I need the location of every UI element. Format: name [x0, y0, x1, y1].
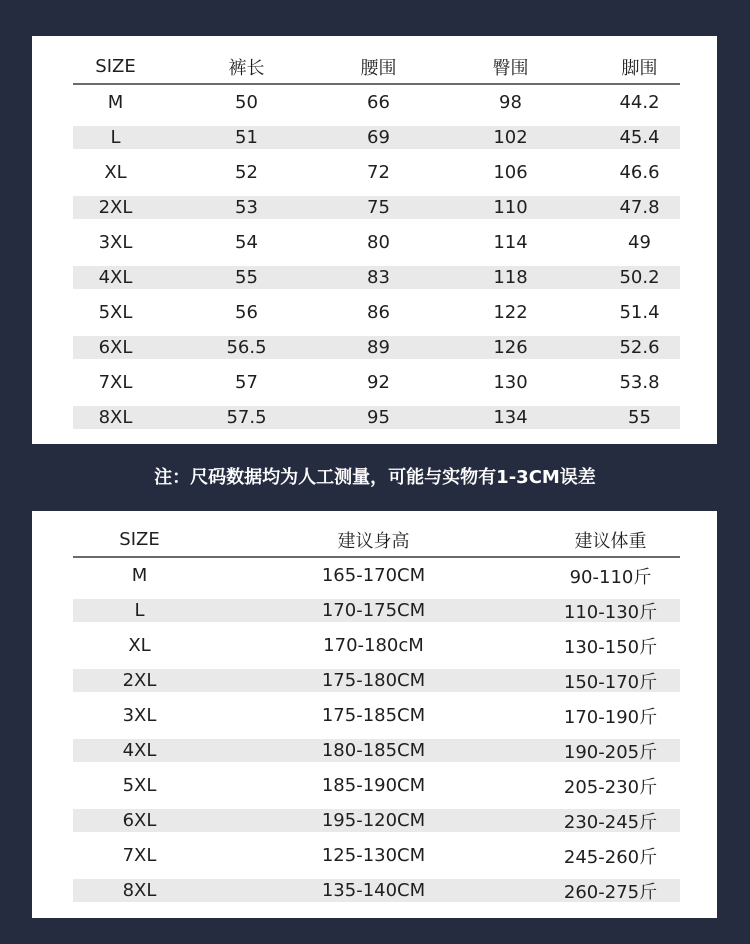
table-row: [73, 330, 680, 365]
table-cell: 106: [493, 162, 528, 183]
table-cell: 83: [335, 260, 422, 295]
table-row: [73, 593, 680, 628]
table-cell: 170-190斤: [563, 706, 658, 728]
table-cell: M: [107, 92, 124, 113]
table-row: [73, 768, 680, 803]
header-waist: 腰围: [335, 50, 422, 84]
table-cell: 52: [235, 162, 258, 183]
table-cell: 114: [493, 232, 528, 253]
table-cell: 50: [235, 92, 258, 113]
table-cell: 126: [422, 330, 599, 365]
table-cell: 54: [235, 232, 258, 253]
table-row: [73, 663, 680, 698]
recommendation-panel: [32, 511, 717, 918]
table-cell: 72: [367, 162, 390, 183]
table-row: [73, 295, 680, 330]
table-cell: 46.6: [619, 162, 660, 183]
table-cell: 185-190CM: [321, 775, 426, 796]
table-header-row: [73, 50, 680, 84]
measurement-panel: [32, 36, 717, 444]
table-cell: 175-180CM: [206, 663, 541, 698]
table-cell: 7XL: [122, 845, 157, 866]
table-cell: 175-185CM: [321, 705, 426, 726]
table-cell: 110-130斤: [541, 593, 680, 628]
table-cell: 2XL: [73, 190, 158, 225]
table-row: [73, 190, 680, 225]
table-cell: 51: [158, 120, 335, 155]
table-cell: 205-230斤: [563, 776, 658, 798]
table-cell: 6XL: [73, 330, 158, 365]
table-cell: 134: [422, 400, 599, 435]
header-leg-opening: 脚围: [599, 50, 680, 84]
table-cell: 135-140CM: [206, 873, 541, 908]
table-row: [73, 733, 680, 768]
table-cell: 92: [367, 372, 390, 393]
table-cell: XL: [128, 635, 151, 656]
table-row: [73, 400, 680, 435]
table-cell: 8XL: [73, 873, 206, 908]
table-cell: 86: [367, 302, 390, 323]
table-cell: 56: [235, 302, 258, 323]
table-cell: 2XL: [73, 663, 206, 698]
table-cell: 170-180cM: [323, 635, 424, 656]
table-cell: 195-120CM: [206, 803, 541, 838]
table-cell: 47.8: [599, 190, 680, 225]
table-cell: 50.2: [599, 260, 680, 295]
table-cell: 150-170斤: [541, 663, 680, 698]
table-cell: 6XL: [73, 803, 206, 838]
header-size: SIZE: [73, 50, 158, 84]
table-cell: 98: [499, 92, 522, 113]
table-cell: 180-185CM: [206, 733, 541, 768]
table-cell: 89: [335, 330, 422, 365]
table-cell: 95: [335, 400, 422, 435]
table-cell: 230-245斤: [541, 803, 680, 838]
table-cell: XL: [104, 162, 127, 183]
table-cell: 49: [628, 232, 651, 253]
table-cell: 75: [335, 190, 422, 225]
table-cell: 165-170CM: [321, 565, 426, 586]
table-cell: 45.4: [599, 120, 680, 155]
table-cell: 55: [599, 400, 680, 435]
table-cell: 102: [422, 120, 599, 155]
table-cell: 3XL: [98, 232, 133, 253]
header-suggested-height: 建议身高: [206, 523, 541, 557]
table-cell: 125-130CM: [321, 845, 426, 866]
table-row: [73, 365, 680, 400]
table-row: [73, 84, 680, 120]
table-row: [73, 873, 680, 908]
table-cell: 51.4: [619, 302, 660, 323]
table-cell: 5XL: [122, 775, 157, 796]
table-cell: 190-205斤: [541, 733, 680, 768]
header-size: SIZE: [73, 523, 206, 557]
table-cell: M: [131, 565, 148, 586]
table-cell: L: [73, 593, 206, 628]
table-row: [73, 628, 680, 663]
table-cell: 57: [235, 372, 258, 393]
table-cell: 122: [493, 302, 528, 323]
table-cell: 130-150斤: [563, 636, 658, 658]
table-cell: 170-175CM: [206, 593, 541, 628]
table-cell: 118: [422, 260, 599, 295]
table-cell: 80: [367, 232, 390, 253]
header-hip: 臀围: [422, 50, 599, 84]
table-row: [73, 838, 680, 873]
table-cell: 130: [493, 372, 528, 393]
table-cell: 53: [158, 190, 335, 225]
table-row: [73, 698, 680, 733]
measurement-table: [73, 50, 680, 435]
table-header-row: [73, 523, 680, 557]
table-row: [73, 120, 680, 155]
table-cell: 7XL: [98, 372, 133, 393]
table-cell: 260-275斤: [541, 873, 680, 908]
table-cell: 3XL: [122, 705, 157, 726]
table-cell: 4XL: [73, 260, 158, 295]
table-cell: 8XL: [73, 400, 158, 435]
table-cell: 4XL: [73, 733, 206, 768]
table-row: [73, 803, 680, 838]
table-row: [73, 155, 680, 190]
table-cell: 245-260斤: [563, 846, 658, 868]
table-cell: L: [73, 120, 158, 155]
table-cell: 57.5: [158, 400, 335, 435]
table-cell: 5XL: [98, 302, 133, 323]
header-pants-length: 裤长: [158, 50, 335, 84]
table-cell: 44.2: [619, 92, 660, 113]
table-cell: 55: [158, 260, 335, 295]
table-cell: 53.8: [619, 372, 660, 393]
table-row: [73, 260, 680, 295]
table-cell: 69: [335, 120, 422, 155]
table-cell: 56.5: [158, 330, 335, 365]
table-cell: 66: [367, 92, 390, 113]
table-cell: 90-110斤: [569, 566, 652, 588]
table-row: [73, 225, 680, 260]
table-row: [73, 557, 680, 593]
table-cell: 110: [422, 190, 599, 225]
table-cell: 52.6: [599, 330, 680, 365]
recommendation-table: [73, 523, 680, 908]
measurement-note: 注：尺码数据均为人工测量，可能与实物有1-3CM误差: [154, 467, 596, 488]
header-suggested-weight: 建议体重: [541, 523, 680, 557]
